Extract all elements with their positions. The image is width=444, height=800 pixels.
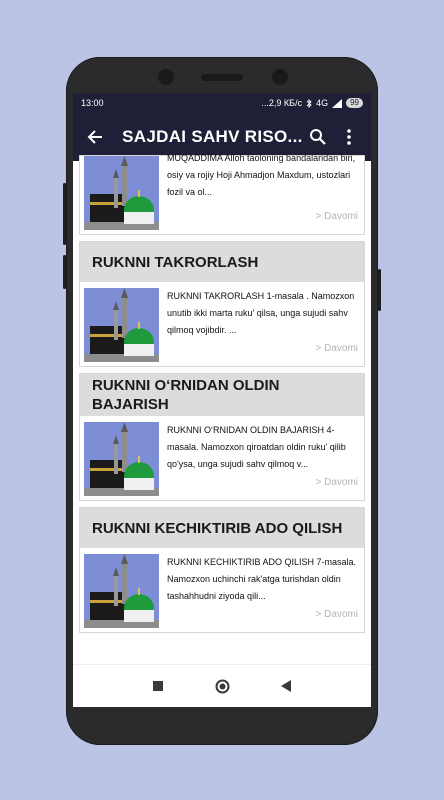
speaker [201,74,243,81]
signal-type: 4G [316,98,329,108]
system-nav-bar [73,664,371,707]
arrow-back-icon [86,128,104,146]
signal-icon [332,99,342,108]
phone-frame [66,57,378,745]
back-nav-button[interactable] [276,676,296,696]
overflow-menu-button[interactable] [334,120,365,154]
item-excerpt: RUKNNI KECHIKTIRIB ADO QILISH 7-masala. Namozxon uchinchi rak'atga turishdan oldin tashahhudni ziyoda qili... [167,557,357,601]
item-excerpt: MUQADDIMA Alloh taoloning bandalaridan biri, osiy va rojiy Hoji Ahmadjon Maxdum, ustozlari fozil va ol... [167,153,356,197]
more-vert-icon [346,128,352,146]
item-body [159,554,358,628]
search-button[interactable] [303,120,334,154]
sensor [272,69,288,85]
item-title: RUKNNI TAKRORLASH [80,242,364,282]
item-title: RUKNNI KECHIKTIRIB ADO QILISH [80,508,364,548]
kaaba-mosque-thumbnail [84,288,159,362]
battery-level: 99 [346,98,363,108]
article-list-scroll [73,155,371,639]
read-more-link[interactable]: > Davomi [315,477,358,488]
status-time: 13:00 [81,98,104,108]
front-camera [158,69,174,85]
item-excerpt: RUKNNI O‘RNIDAN OLDIN BAJARISH 4-masala. Namozxon qiroatdan oldin ruku' qilib qo'ysa, unga sujudi sahv qilmoq v... [167,425,346,469]
item-body [159,422,358,496]
power-button [378,269,381,311]
list-item[interactable] [79,155,365,235]
item-body [159,288,358,362]
side-button [63,255,66,289]
triangle-back-icon [281,680,291,692]
volume-button [63,183,66,245]
kaaba-mosque-thumbnail [84,554,159,628]
status-bar [73,93,371,113]
recents-button[interactable] [148,676,168,696]
status-indicators [261,98,363,108]
item-body [159,153,358,230]
square-icon [153,681,163,691]
bluetooth-icon [306,99,312,108]
item-title: RUKNNI O‘RNIDAN OLDIN BAJARISH [80,374,364,416]
home-button[interactable] [212,676,232,696]
read-more-link[interactable]: > Davomi [315,609,358,620]
network-speed: ...2,9 КБ/с [261,98,303,108]
read-more-link[interactable]: > Davomi [315,211,358,222]
kaaba-mosque-thumbnail [84,156,159,230]
screen [73,93,371,707]
page-title: SAJDAI SAHV RISO... [122,127,303,146]
circle-icon [215,679,230,694]
search-icon [309,128,327,146]
list-item[interactable] [79,507,365,633]
read-more-link[interactable]: > Davomi [315,343,358,354]
list-item[interactable] [79,241,365,367]
item-excerpt: RUKNNI TAKRORLASH 1-masala . Namozxon unutib ikki marta ruku' qilsa, unga sujudi sahv qilmoq vojibdir. ... [167,291,355,335]
back-button[interactable] [79,120,110,154]
list-item[interactable] [79,373,365,501]
article-list[interactable] [73,153,371,620]
kaaba-mosque-thumbnail [84,422,159,496]
